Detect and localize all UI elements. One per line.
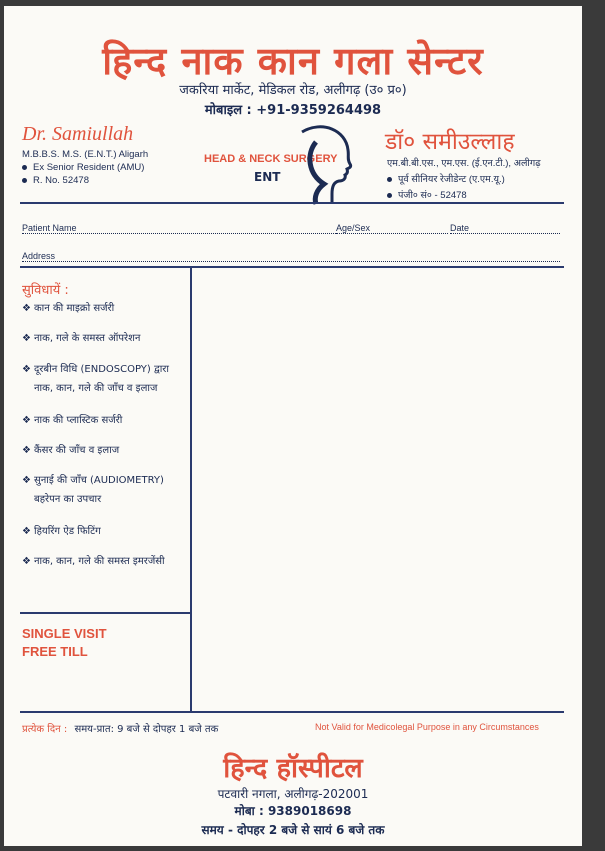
facility-item <box>22 299 114 318</box>
doctor-name-en: Dr. Samiullah <box>22 123 134 145</box>
patient-name-label: Patient Name <box>22 223 77 233</box>
doctor-reg-en: R. No. 52478 <box>33 175 89 186</box>
date-field[interactable] <box>450 223 560 234</box>
address-label: Address <box>22 251 56 261</box>
doctor-post-hi: पूर्व सीनियर रेजीडेन्ट (ए.एम.यू.) <box>398 174 505 185</box>
facility-text: सुनाई की जाँच (AUDIOMETRY) <box>34 475 164 486</box>
date-label: Date <box>450 223 470 233</box>
single-visit-note <box>22 625 107 661</box>
doctor-name-hi: डॉ० समीउल्लाह <box>385 129 515 155</box>
timing-row <box>22 721 218 735</box>
diamond-bullet-icon: ❖ <box>22 445 31 456</box>
header-divider <box>20 202 564 204</box>
address-field[interactable] <box>22 251 560 262</box>
timing-label: प्रत्येक दिन : <box>22 724 68 735</box>
bullet-dot <box>22 178 27 183</box>
doctor-degree-en: M.B.B.S. M.S. (E.N.T.) Aligarh <box>22 149 149 160</box>
doctor-post-en-row <box>22 162 144 173</box>
doctor-reg-en-row <box>22 175 89 186</box>
diamond-bullet-icon: ❖ <box>22 415 31 426</box>
diamond-bullet-icon: ❖ <box>22 364 31 375</box>
facility-text: हियरिंग ऐड फिटिंग <box>34 526 101 537</box>
single-visit-line2: FREE TILL <box>22 644 88 659</box>
facility-text: नाक की प्लास्टिक सर्जरी <box>34 415 123 426</box>
bullet-dot <box>22 165 27 170</box>
prescription-sheet <box>4 6 582 846</box>
facility-item <box>22 411 122 430</box>
age-sex-field[interactable] <box>336 223 448 234</box>
clinic-address: जकरिया मार्केट, मेडिकल रोड, अलीगढ़ (उ० प्र०) <box>179 83 407 98</box>
facilities-heading: सुविधायें : <box>22 283 69 298</box>
not-valid-note: Not Valid for Medicolegal Purpose in any Circumstances <box>315 722 539 732</box>
facility-item <box>22 471 164 509</box>
facility-text: कान की माइक्रो सर्जरी <box>34 303 115 314</box>
facilities-bottom-divider <box>20 612 191 614</box>
specialty-line2: ENT <box>254 170 281 184</box>
hospital-mobile: मोबा : 9389018698 <box>234 804 352 818</box>
doctor-degree-hi: एम.बी.बी.एस., एम.एस. (ई.एन.टी.), अलीगढ़ <box>387 158 541 169</box>
facility-text: कैंसर की जाँच व इलाज <box>34 445 120 456</box>
facility-text: दूरबीन विधि (ENDOSCOPY) द्वारा <box>34 364 169 375</box>
doctor-reg-hi: पंजी० सं० - 52478 <box>398 190 467 201</box>
doctor-post-en: Ex Senior Resident (AMU) <box>33 162 145 173</box>
timing-text: समय-प्रात: 9 बजे से दोपहर 1 बजे तक <box>74 724 219 735</box>
bullet-dot <box>387 177 392 182</box>
facility-text: नाक, कान, गले की समस्त इमरजेंसी <box>34 556 165 567</box>
facility-item <box>22 360 169 398</box>
column-divider <box>190 268 192 711</box>
diamond-bullet-icon: ❖ <box>22 303 31 314</box>
diamond-bullet-icon: ❖ <box>22 475 31 486</box>
doctor-reg-hi-row <box>387 188 467 201</box>
patient-name-field[interactable] <box>22 223 340 234</box>
bullet-dot <box>387 193 392 198</box>
clinic-mobile: मोबाइल : +91-9359264498 <box>204 103 382 118</box>
diamond-bullet-icon: ❖ <box>22 526 31 537</box>
facility-item <box>22 552 165 571</box>
facility-text: नाक, गले के समस्त ऑपरेशन <box>34 333 141 344</box>
facility-text: नाक, कान, गले की जाँच व इलाज <box>34 383 158 394</box>
facility-item <box>22 329 140 348</box>
form-divider <box>20 266 564 268</box>
age-sex-label: Age/Sex <box>336 223 371 233</box>
diamond-bullet-icon: ❖ <box>22 556 31 567</box>
facility-item <box>22 441 119 460</box>
head-profile-logo <box>294 124 354 206</box>
hospital-timing: समय - दोपहर 2 बजे से सायं 6 बजे तक <box>201 823 385 837</box>
facility-item <box>22 522 101 541</box>
footer-divider <box>20 711 564 713</box>
specialty-line1: HEAD & NECK SURGERY <box>204 153 338 165</box>
hospital-address: पटवारी नगला, अलीगढ़-202001 <box>217 787 369 801</box>
hospital-name: हिन्द हॉस्पीटल <box>223 753 363 784</box>
clinic-title: हिन्द नाक कान गला सेन्टर <box>102 38 484 83</box>
doctor-post-hi-row <box>387 172 505 185</box>
single-visit-line1: SINGLE VISIT <box>22 626 107 641</box>
facility-text: बहरेपन का उपचार <box>34 494 102 505</box>
diamond-bullet-icon: ❖ <box>22 333 31 344</box>
